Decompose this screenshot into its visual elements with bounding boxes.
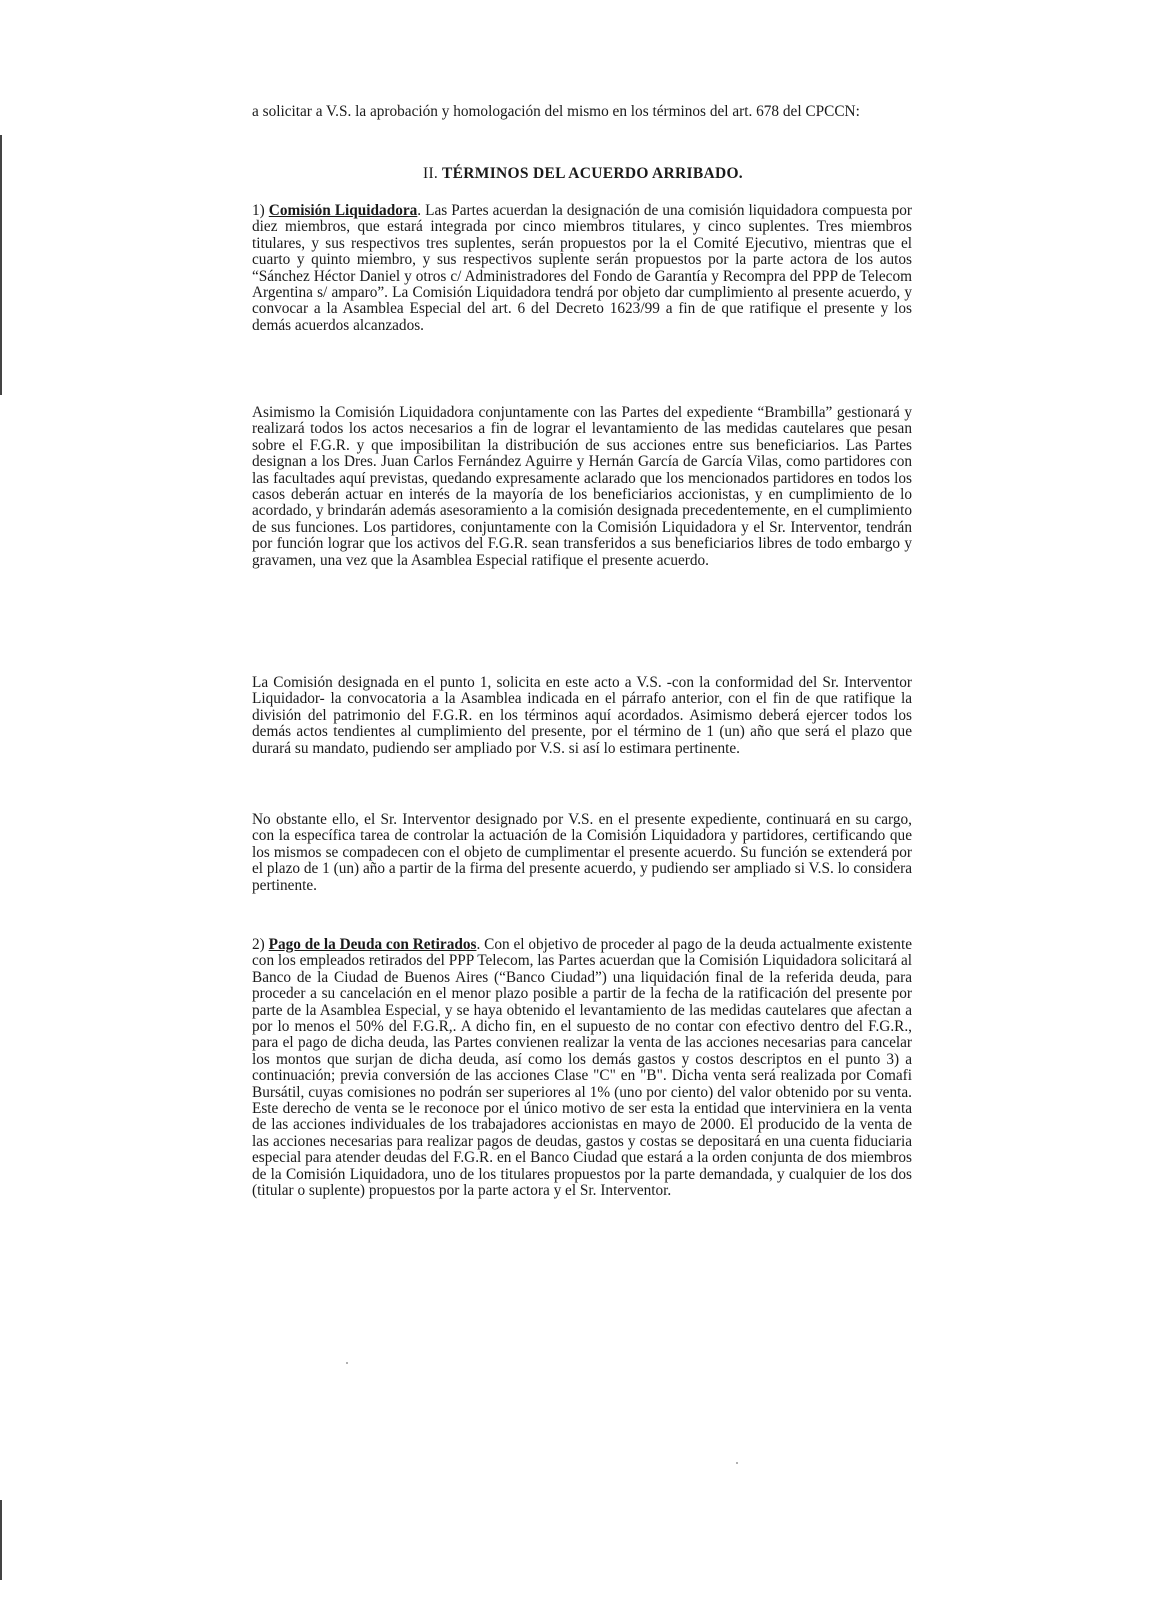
section-title: TÉRMINOS DEL ACUERDO ARRIBADO. [442,165,743,182]
clause-2-heading: Pago de la Deuda con Retirados [268,936,477,953]
clause-2-number: 2) [252,936,265,953]
paragraph-convocatoria: La Comisión designada en el punto 1, solicita en este acto a V.S. -con la conformidad del Sr. Interventor Liquidador- la convocatoria a la Asamblea indicada en el párrafo anterior, con el fin de que ratifique la división del patrimonio del F.G.R. en los términos aquí acordados. Asimismo deberá ejercer todos los demás actos tendientes al cumplimiento del presente, por el término de 1 (un) año que será el plazo que durará su mandato, pudiendo ser ampliado por V.S. si así lo estimara pertinente. [252,674,912,757]
clause-2-text: . Con el objetivo de proceder al pago de la deuda actualmente existente con los empleados retirados del PPP Telecom, las Partes acuerdan que la Comisión Liquidadora solicitará al Banco de la Ciudad de Buenos Aires (“Banco Ciudad”) una liquidación final de la referida deuda, para proceder a su cancelación en el menor plazo posible a partir de la fecha de la ratificación del presente por parte de la Asamblea Especial, y se haya obtenido el levantamiento de las medidas cautelares que afectan a por lo menos el 50% del F.G.R,. A dicho fin, en el supuesto de no contar con efectivo dentro del F.G.R., para el pago de dicha deuda, las Partes convienen realizar la venta de las acciones necesarias para cancelar los montos que surjan de dicha deuda, así como los demás gastos y costos descriptos en el punto 3) a continuación; previa conversión de las acciones Clase "C" en "B". Dicha venta será realizada por Comafi Bursátil, cuyas comisiones no podrán ser superiores al 1% (uno por ciento) del valor obtenido por su venta. Este derecho de venta se le reconoce por el único motivo de ser esta la entidad que interviniera en la venta de las acciones individuales de los trabajadores accionistas en mayo de 2000. El producido de la venta de las acciones necesarias para realizar pagos de deudas, gastos y costas se depositará en una cuenta fiduciaria especial para atender deudas del F.G.R. en el Banco Ciudad que estará a la orden conjunta de dos miembros de la Comisión Liquidadora, uno de los titulares propuestos por la parte demandada, y cualquier de los dos (titular o suplente) propuestos por la parte actora y el Sr. Interventor. [252,936,912,1200]
intro-paragraph: a solicitar a V.S. la aprobación y homologación del mismo en los términos del art. 678 del CPCCN: [252,103,860,120]
paragraph-partidores: Asimismo la Comisión Liquidadora conjuntamente con las Partes del expediente “Brambilla” gestionará y realizará todos los actos necesarios a fin de lograr el levantamiento de las medidas cautelares que pesan sobre el F.G.R. y que imposibilitan la distribución de sus acciones entre sus beneficiarios. Las Partes designan a los Dres. Juan Carlos Fernández Aguirre y Hernán García de García Vilas, como partidores con las facultades aquí previstas, quedando expresamente aclarado que los mencionados partidores en todos los casos deberán actuar en interés de la mayoría de los beneficiarios accionistas, y en cumplimiento de lo acordado, y brindarán además asesoramiento a la comisión designada precedentemente, en el cumplimiento de sus funciones. Los partidores, conjuntamente con la Comisión Liquidadora y el Sr. Interventor, tendrán por función lograr que los activos del F.G.R. sean transferidos a sus beneficiarios libres de todo embargo y gravamen, una vez que la Asamblea Especial ratifique el presente acuerdo. [252,404,912,569]
clause-1-text: . Las Partes acuerdan la designación de una comisión liquidadora compuesta por diez miembros, que estará integrada por cinco miembros titulares, y cinco suplentes. Tres miembros titulares, y sus respectivos tres suplentes, serán propuestos por la el Comité Ejecutivo, mientras que el cuarto y quinto miembro, y sus respectivos suplente serán propuestos por la parte actora de los autos “Sánchez Héctor Daniel y otros c/ Administradores del Fondo de Garantía y Recompra del PPP de Telecom Argentina s/ amparo”. La Comisión Liquidadora tendrá por objeto dar cumplimiento al presente acuerdo, y convocar a la Asamblea Especial del art. 6 del Decreto 1623/99 a fin de que ratifique el presente y los demás acuerdos alcanzados. [252,202,913,334]
section-number: II. [423,165,439,182]
clause-1-number: 1) [252,202,265,219]
clause-1-heading: Comisión Liquidadora [268,202,418,219]
scan-speck [346,1362,348,1364]
section-heading [0,165,1166,183]
scan-edge-mark [0,1500,2,1580]
clause-1-paragraph [252,203,912,334]
paragraph-interventor: No obstante ello, el Sr. Interventor designado por V.S. en el presente expediente, continuará en su cargo, con la específica tarea de controlar la actuación de la Comisión Liquidadora y partidores, certificando que los mismos se compadecen con el objeto de cumplimentar el presente acuerdo. Su función se extenderá por el plazo de 1 (un) año a partir de la firma del presente acuerdo, y pudiendo ser ampliado si V.S. lo considera pertinente. [252,811,912,894]
clause-2-paragraph [252,937,912,1200]
scan-speck [736,1462,738,1464]
